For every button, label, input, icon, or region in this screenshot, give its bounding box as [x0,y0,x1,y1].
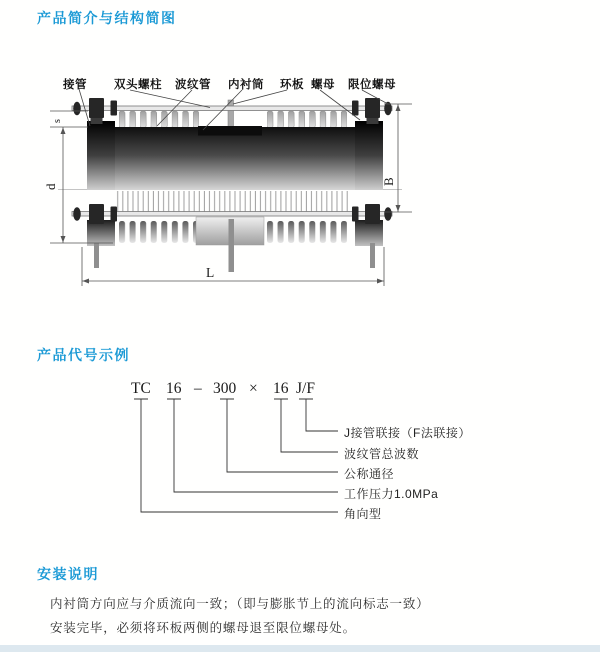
callout-angular-type: 角向型 [344,507,382,521]
section-title-intro: 产品简介与结构简图 [37,10,177,26]
part-label-ring-plate: 环板 [280,79,304,91]
part-label-limit-nut: 限位螺母 [348,79,396,91]
part-label-connecting-pipe: 接管 [63,79,87,91]
end-cap-upper-right [355,121,383,190]
part-label-double-end-stud: 双头螺柱 [114,79,162,91]
callout-wave-count: 波纹管总波数 [344,447,420,461]
callout-working-pressure: 工作压力1.0MPa [344,487,439,501]
joint-body [87,127,383,190]
dim-label-B: B [381,177,396,186]
dim-label-L: L [206,265,215,280]
section-hatch [115,191,350,212]
code-seg-connection: J/F [296,380,315,397]
section-title-install: 安装说明 [37,566,99,582]
code-connector-lines [0,395,600,525]
part-label-inner-liner: 内衬筒 [228,79,264,91]
code-seg-diameter: 300 [213,380,237,397]
end-cap-upper-left [87,121,115,190]
ring-plate-stud [228,100,234,129]
code-seg-pressure: 16 [166,380,182,397]
footer-strip [0,645,600,652]
expansion-joint-drawing [0,55,600,315]
install-note-1: 内衬筒方向应与介质流向一致；（即与膨胀节上的流向标志一致） [50,597,430,611]
dim-label-d: d [43,183,58,190]
part-label-nut: 螺母 [311,79,335,91]
dim-label-s: s [52,119,63,123]
code-seg-waves: 16 [273,380,289,397]
callout-connection-type: J接管联接（F法联接） [344,426,471,440]
install-note-2: 安装完毕，必须将环板两侧的螺母退至限位螺母处。 [50,621,356,635]
part-label-bellows: 波纹管 [175,79,211,91]
code-seg-type: TC [131,380,151,397]
inner-liner-band [198,126,262,136]
section-title-code: 产品代号示例 [37,347,130,363]
code-seg-dash: – [194,380,202,397]
code-seg-times-sign: × [249,380,258,397]
callout-nominal-diameter: 公称通径 [344,467,395,481]
